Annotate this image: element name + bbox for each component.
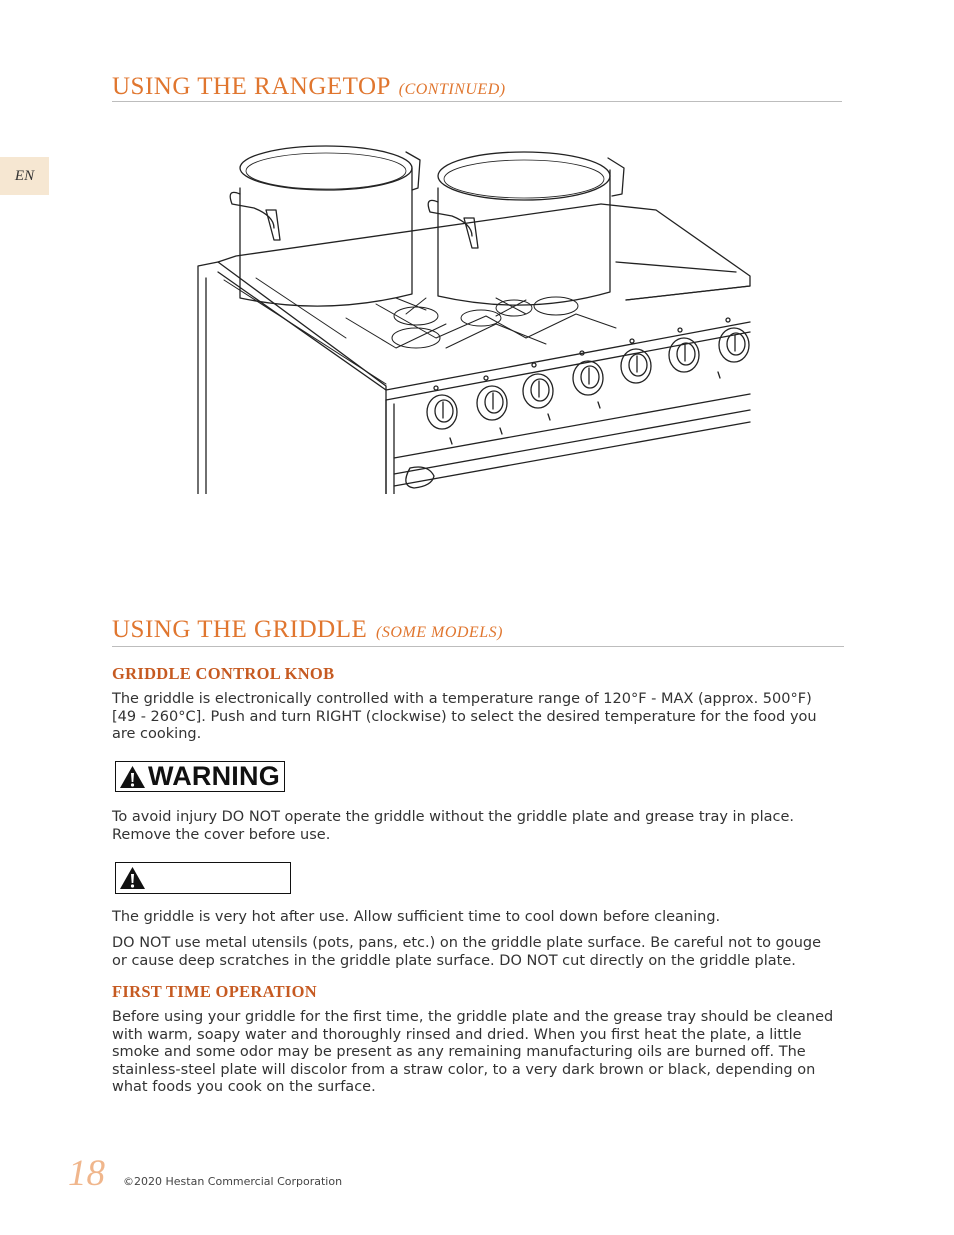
first-time-heading: FIRST TIME OPERATION	[112, 982, 317, 1001]
griddle-subtitle: (SOME MODELS)	[376, 624, 503, 641]
rangetop-rule	[112, 101, 842, 102]
griddle-title: USING THE GRIDDLE	[112, 616, 368, 643]
warning-text: To avoid injury DO NOT operate the griddle without the griddle plate and grease tray in place. Remove the cover before use.	[112, 809, 794, 843]
rangetop-illustration	[196, 138, 752, 494]
control-knob-heading: GRIDDLE CONTROL KNOB	[112, 664, 335, 683]
rangetop-section-title	[112, 73, 506, 101]
caution-label	[115, 862, 291, 894]
page-number: 18	[68, 1153, 105, 1194]
language-tab: EN	[0, 157, 49, 195]
griddle-section-title	[112, 616, 503, 644]
control-knob-text: The griddle is electronically controlled with a temperature range of 120°F - MAX (approx. 500°F) [49 - 260°C]. Push and turn RIGHT (clockwise) to select the desired temperature for the food you are cooking.	[112, 691, 817, 742]
caution-text-2: DO NOT use metal utensils (pots, pans, etc.) on the griddle plate surface. Be careful not to gouge or cause deep scratches in the griddle plate surface. DO NOT cut directly on the griddle plate.	[112, 935, 822, 969]
rangetop-title: USING THE RANGETOP	[112, 73, 390, 100]
warning-text-label: WARNING	[148, 761, 280, 791]
griddle-rule	[112, 646, 844, 647]
rangetop-subtitle: (CONTINUED)	[398, 81, 506, 98]
copyright: ©2020 Hestan Commercial Corporation	[123, 1175, 343, 1188]
warning-triangle-icon	[119, 765, 146, 789]
first-time-text: Before using your griddle for the first time, the griddle plate and the grease tray should be cleaned with warm, soapy water and thoroughly rinsed and dried. When you first heat the plate, a little smoke and some odor may be present as any remaining manufacturing oils are burned off. The stainless-steel plate will discolor from a straw color, to a very dark brown or black, depending on what foods you cook on the surface.	[112, 1009, 834, 1095]
caution-text-1: The griddle is very hot after use. Allow sufficient time to cool down before cleaning.	[112, 909, 721, 925]
caution-triangle-icon	[119, 866, 146, 890]
warning-label	[115, 761, 285, 792]
